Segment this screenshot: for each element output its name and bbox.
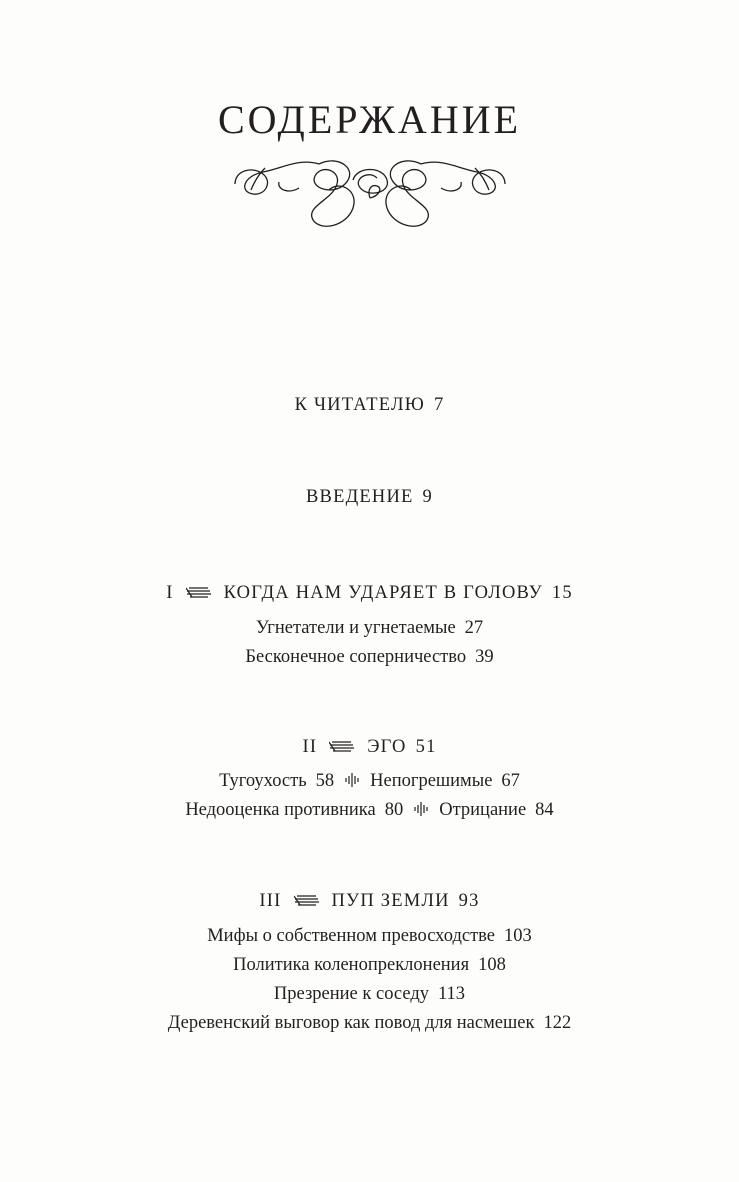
toc-page-number: 103: [504, 926, 532, 946]
toc-page-number: 113: [437, 984, 466, 1004]
toc-part-1[interactable]: [0, 583, 739, 604]
flourish-ornament: [229, 150, 511, 232]
chapter-title: Деревенский выговор как повод для насмешек: [167, 1013, 535, 1033]
chapter-title: Отрицание: [439, 800, 527, 820]
toc-page-number: 122: [543, 1013, 572, 1033]
toc-chapter-line[interactable]: [0, 618, 739, 639]
toc-chapter-line[interactable]: [0, 984, 739, 1005]
toc-page-number: 51: [415, 737, 437, 757]
part-title: ПУП ЗЕМЛИ: [331, 891, 450, 911]
toc-entry-label: ВВЕДЕНИЕ: [306, 487, 414, 507]
toc-part-2[interactable]: [0, 737, 739, 758]
toc-page-number: 108: [478, 955, 506, 975]
toc-entry-reader[interactable]: [0, 395, 739, 416]
chapter-title: Презрение к соседу: [273, 984, 429, 1004]
part-numeral: II: [302, 737, 318, 757]
chapter-title: Угнетатели и угнетаемые: [255, 618, 456, 638]
toc-page-number: 67: [501, 771, 520, 791]
toc-chapter-line[interactable]: [0, 800, 739, 821]
chapter-title: Мифы о собственном превосходстве: [207, 926, 495, 946]
toc-page-number: 80: [384, 800, 404, 820]
toc-chapter-line[interactable]: [0, 1013, 739, 1034]
part-title: ЭГО: [367, 737, 407, 757]
part-numeral: III: [259, 891, 282, 911]
toc-chapter-line[interactable]: [0, 955, 739, 976]
toc-page-number: 39: [475, 647, 494, 667]
toc-chapter-line[interactable]: [0, 647, 739, 668]
quill-separator-icon: [186, 586, 212, 598]
part-numeral: I: [166, 583, 174, 603]
toc-page-number: 7: [433, 395, 445, 415]
toc-page-number: 9: [422, 487, 433, 507]
toc-page-number: 84: [535, 800, 554, 820]
toc-chapter-line[interactable]: [0, 926, 739, 947]
toc-chapter-line[interactable]: [0, 771, 739, 792]
toc-page-number: 93: [458, 891, 480, 911]
chapter-title: Тугоухость: [219, 771, 307, 791]
part-title: КОГДА НАМ УДАРЯЕТ В ГОЛОВУ: [223, 583, 543, 603]
toc-entry-label: К ЧИТАТЕЛЮ: [294, 395, 425, 415]
chapter-title: Непогрешимые: [370, 771, 493, 791]
toc-page-number: 15: [551, 583, 573, 603]
toc-entry-introduction[interactable]: [0, 487, 739, 508]
ornament-divider-icon: [344, 772, 360, 788]
quill-separator-icon: [294, 894, 320, 906]
chapter-title: Недооценка противника: [185, 800, 376, 820]
page-title: СОДЕРЖАНИЕ: [217, 97, 522, 142]
toc-page-number: 27: [464, 618, 484, 638]
ornament-divider-icon: [413, 801, 429, 817]
quill-separator-icon: [329, 740, 355, 752]
toc-page-number: 58: [315, 771, 335, 791]
toc-part-3[interactable]: [0, 891, 739, 912]
chapter-title: Бесконечное соперничество: [245, 647, 467, 667]
chapter-title: Политика коленопреклонения: [233, 955, 470, 975]
